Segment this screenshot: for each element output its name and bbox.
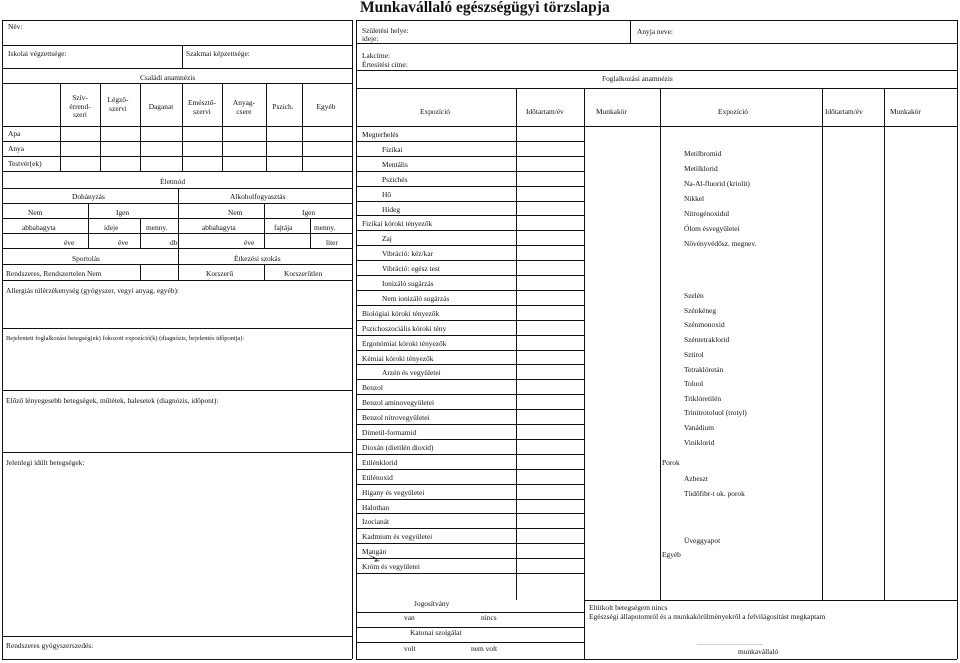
- rule-line: [356, 627, 584, 628]
- job-header-2: Munkakör: [890, 107, 921, 116]
- exposure-item: Nitrogénoxidul: [684, 209, 730, 218]
- exposure-item: Króm és vegyületei: [362, 562, 420, 572]
- rule-line: [356, 612, 584, 613]
- rule-line: [356, 454, 584, 455]
- rule-line: [266, 83, 267, 171]
- rule-line: [356, 424, 584, 425]
- rule-line: [957, 20, 958, 659]
- rule-line: [2, 233, 352, 234]
- exposure-item: Szénmonoxid: [684, 320, 725, 329]
- rule-line: [2, 248, 352, 249]
- exposure-item: Benzol nitrovegyületei: [362, 413, 430, 423]
- rule-line: [140, 264, 141, 280]
- sport-options: Rendszeres, Rendszertelen Nem: [6, 269, 102, 278]
- job-header-1: Munkakör: [596, 107, 627, 116]
- rule-line: [140, 218, 141, 248]
- rule-line: [2, 156, 352, 157]
- rule-line: [356, 659, 957, 660]
- rule-line: [88, 203, 89, 248]
- rule-line: [2, 452, 352, 453]
- rule-line: [584, 600, 957, 601]
- family-history-title: Családi anamnézis: [140, 73, 196, 82]
- license-has: van: [404, 613, 415, 622]
- pointer-arrow-icon: [366, 553, 382, 562]
- rule-line: [356, 543, 584, 544]
- rule-line: [182, 45, 183, 68]
- exposure-item: Metilklorid: [684, 164, 718, 173]
- rule-line: [356, 260, 584, 261]
- rule-line: [352, 20, 353, 659]
- smoking-since: ideje: [104, 223, 119, 232]
- exposure-item: Nikkel: [684, 194, 705, 203]
- rule-line: [60, 83, 61, 171]
- exposure-item: Szelén: [684, 291, 704, 300]
- exposure-item: Etilénoxid: [362, 472, 393, 482]
- rule-line: [630, 20, 631, 43]
- rule-line: [356, 290, 584, 291]
- rule-line: [356, 20, 357, 659]
- exposure-item: Kadmium és vegyületei: [362, 532, 433, 542]
- rule-line: [356, 141, 584, 142]
- exposure-item: Halothan: [362, 502, 390, 512]
- rule-line: [2, 390, 352, 391]
- rule-line: [356, 439, 584, 440]
- exposure-item: Tetraklóretán: [684, 365, 724, 374]
- military-was-not: nem volt: [471, 644, 498, 653]
- signature-dots: ……………………………: [697, 641, 763, 647]
- exposure-item: Etilénklorid: [362, 457, 398, 467]
- school-label: Iskolai végzettsége:: [8, 49, 67, 58]
- rule-line: [2, 20, 352, 21]
- rule-line: [356, 469, 584, 470]
- rule-line: [2, 203, 352, 204]
- row-mother: Anya: [8, 144, 25, 153]
- signature-label: munkavállaló: [738, 647, 779, 656]
- rule-line: [356, 484, 584, 485]
- alcohol-title: Alkoholfogyasztás: [230, 192, 286, 201]
- exposure-item: Izocianát: [362, 517, 390, 527]
- rule-line: [356, 70, 957, 71]
- exposure-item: Ionizáló sugárzás: [382, 279, 434, 288]
- smoking-quit: abbahagyta: [22, 223, 56, 232]
- exposure-header-2: Expozíció: [718, 107, 748, 116]
- license-none: nincs: [481, 613, 497, 622]
- rule-line: [2, 83, 352, 84]
- family-col-tumor: Daganat: [148, 102, 174, 111]
- exposure-item: Trinitrotoluol (trotyl): [684, 408, 747, 417]
- exposure-item: Pszichoszociális kóroki tény: [362, 323, 447, 333]
- rule-line: [140, 83, 141, 171]
- rule-line: [356, 230, 584, 231]
- rule-line: [822, 88, 823, 600]
- rule-line: [356, 126, 584, 127]
- rule-line: [222, 83, 223, 171]
- rule-line: [356, 201, 584, 202]
- rule-line: [2, 126, 352, 127]
- sport-title: Sportolás: [72, 254, 100, 263]
- exposure-header-1: Expozíció: [420, 107, 450, 116]
- exposure-item: Metilbromid: [684, 149, 722, 158]
- exposure-item: Hideg: [382, 204, 401, 214]
- rule-line: [2, 68, 352, 69]
- concealed-illness-statement: Eltitkolt betegségem nincs: [589, 603, 668, 612]
- rule-line: [264, 264, 265, 280]
- consent-statement: Egészségi állapotomról és a munkakörülményekről a felvilágosítást megkaptam: [589, 612, 826, 621]
- alcohol-quit: abbahagyta: [202, 223, 236, 232]
- exposure-item: Fizikai kóroki tényezők: [362, 219, 433, 229]
- exposure-item: Triklóretilén: [684, 394, 722, 403]
- exposure-item: Vanádium: [684, 423, 714, 432]
- exposure-item: Ólom ésvegyületei: [684, 224, 740, 233]
- exposure-item: Vibráció: egész test: [382, 264, 440, 274]
- rule-line: [356, 275, 584, 276]
- exposure-item: Biológiai kóroki tényezők: [362, 308, 440, 318]
- exposure-item: Na-Al-fluorid (kriolit): [684, 179, 750, 188]
- rule-line: [2, 218, 352, 219]
- name-label: Név:: [8, 22, 23, 31]
- exposure-item: Higany és vegyületei: [362, 487, 425, 497]
- smoking-title: Dohányzás: [72, 192, 105, 201]
- exposure-item: Üveggyapot: [684, 536, 721, 545]
- rule-line: [2, 636, 352, 637]
- rule-line: [2, 264, 352, 265]
- alcohol-no: Nem: [228, 208, 243, 217]
- smoking-since-years: éve: [118, 238, 129, 247]
- smoking-years: éve: [64, 238, 75, 247]
- rule-line: [356, 499, 584, 500]
- exposure-item: Zaj: [382, 234, 392, 244]
- smoking-yes: Igen: [116, 208, 130, 217]
- rule-line: [356, 573, 584, 574]
- family-col-heart: Szív- érrend- szeri: [69, 93, 91, 120]
- rule-line: [182, 83, 183, 171]
- exposure-item: Fizikai: [382, 144, 403, 154]
- rule-line: [356, 215, 584, 216]
- rule-line: [356, 409, 584, 410]
- rule-line: [2, 280, 352, 281]
- medication-label: Rendszeres gyógyszerszedés:: [6, 641, 94, 650]
- rule-line: [660, 88, 661, 600]
- family-col-psych: Pszich.: [272, 102, 294, 111]
- rule-line: [356, 335, 584, 336]
- family-col-metabolism: Anyag- csere: [232, 98, 256, 116]
- diet-modern: Korszerű: [206, 269, 234, 278]
- rule-line: [2, 141, 352, 142]
- rule-line: [302, 83, 303, 171]
- rule-line: [356, 394, 584, 395]
- vocational-label: Szakmai képzettsége:: [186, 49, 250, 58]
- exposure-item: Megterhelés: [362, 130, 399, 139]
- rule-line: [2, 20, 3, 659]
- lifestyle-title: Életmód: [160, 177, 186, 186]
- rule-line: [356, 350, 584, 351]
- alcohol-liter: liter: [326, 238, 338, 247]
- previous-illness-label: Előző lényegesebb betegségek, műtétek, balesetek (diagnózis, időpont):: [6, 396, 219, 405]
- exposure-item: Benzol: [362, 383, 383, 393]
- rule-line: [884, 88, 885, 600]
- exposure-item: Szénkéneg: [684, 306, 717, 315]
- rule-line: [178, 188, 179, 248]
- rule-line: [356, 43, 957, 44]
- exposure-item: Porok: [662, 458, 680, 467]
- exposure-item: Vibráció: kéz/kar: [382, 249, 434, 259]
- exposure-item: Arzén és vegyületei: [382, 368, 441, 378]
- rule-line: [2, 328, 352, 329]
- exposure-item: Viniklorid: [684, 438, 715, 447]
- exposure-item: Kémiai kóroki tényezők: [362, 353, 434, 363]
- rule-line: [310, 218, 311, 248]
- exposure-item: Sztirol: [684, 350, 704, 359]
- current-chronic-label: Jelenlegi idült betegségek:: [6, 458, 85, 467]
- rule-line: [356, 245, 584, 246]
- mother-name-label: Anyja neve:: [637, 27, 673, 36]
- exposure-item: Tüdőfibr-t ok. porok: [684, 489, 745, 498]
- diet-title: Étkezési szokás: [234, 254, 281, 263]
- smoking-pieces: db: [170, 238, 178, 247]
- family-col-digestive: Emésztő- szervi: [188, 98, 216, 116]
- rule-line: [356, 88, 957, 89]
- rule-line: [2, 188, 352, 189]
- birthplace-label: Születési helye: ideje:: [362, 26, 409, 43]
- exposure-item: Toluol: [684, 379, 704, 388]
- rule-line: [356, 20, 957, 21]
- rule-line: [356, 642, 584, 643]
- military-was: volt: [404, 644, 416, 653]
- rule-line: [356, 305, 584, 306]
- rule-line: [356, 513, 584, 514]
- rule-line: [584, 88, 585, 659]
- rule-line: [2, 659, 352, 660]
- rule-line: [2, 45, 352, 46]
- alcohol-yes: Igen: [302, 208, 316, 217]
- rule-line: [356, 558, 584, 559]
- allergy-label: Allergiás túlérzékenység (gyógyszer, vegyi anyag, egyéb):: [6, 286, 179, 295]
- diet-not-modern: Korszerűtlen: [284, 269, 323, 278]
- exposure-item: Ergonómiai kóroki tényezők: [362, 338, 447, 348]
- duration-header-1: Időtartam/év: [526, 107, 564, 116]
- license-title: Jogosítvány: [414, 599, 450, 608]
- occupational-disease-label: Bejelentett foglalkozási betegség(ek) fokozott expozíció(k) (diagnózis, bejelentés időpontja):: [6, 335, 245, 342]
- row-siblings: Testvér(ek): [8, 159, 42, 168]
- exposure-item: Benzol aminovegyületei: [362, 398, 435, 408]
- exposure-item: Hő: [382, 189, 392, 199]
- exposure-item: Mentális: [382, 159, 408, 169]
- exposure-item: Dioxán (dietilén dioxid): [362, 442, 434, 452]
- exposure-item: Dimetil-formamid: [362, 428, 417, 437]
- exposure-item: Növényvédősz. megnev.: [684, 239, 757, 248]
- page-title: Munkavállaló egészségügyi törzslapja: [360, 0, 610, 16]
- exposure-item: Pszichés: [382, 174, 408, 184]
- exposure-item: Széntetraklorid: [684, 335, 730, 344]
- rule-line: [356, 364, 584, 365]
- family-col-respiratory: Légző- szervi: [107, 95, 129, 113]
- exposure-item: Nem ionizáló sugárzás: [382, 293, 450, 303]
- alcohol-type: fajtája: [274, 223, 293, 232]
- rule-line: [356, 320, 584, 321]
- rule-line: [516, 88, 517, 600]
- rule-line: [264, 203, 265, 248]
- alcohol-years: éve: [244, 238, 255, 247]
- rule-line: [356, 171, 584, 172]
- exposure-item: Azbeszt: [684, 474, 708, 483]
- smoking-no: Nem: [28, 208, 43, 217]
- rule-line: [2, 171, 352, 172]
- occupational-history-title: Foglalkozási anamnézis: [602, 74, 673, 83]
- row-father: Apa: [8, 129, 21, 138]
- notify-address-label: Értesítési címe:: [362, 60, 408, 69]
- rule-line: [356, 528, 584, 529]
- rule-line: [356, 379, 584, 380]
- smoking-amount: menny.: [146, 223, 168, 232]
- rule-line: [356, 156, 584, 157]
- rule-line: [178, 248, 179, 280]
- address-label: Lakcíme:: [362, 51, 390, 60]
- rule-line: [356, 186, 584, 187]
- military-title: Katonai szolgálat: [410, 628, 462, 637]
- alcohol-amount: menny.: [314, 223, 336, 232]
- exposure-item: Mangán: [362, 547, 387, 557]
- exposure-item: Egyéb: [662, 550, 681, 559]
- duration-header-2: Időtartam/év: [825, 107, 863, 116]
- family-col-other: Egyéb: [316, 102, 336, 111]
